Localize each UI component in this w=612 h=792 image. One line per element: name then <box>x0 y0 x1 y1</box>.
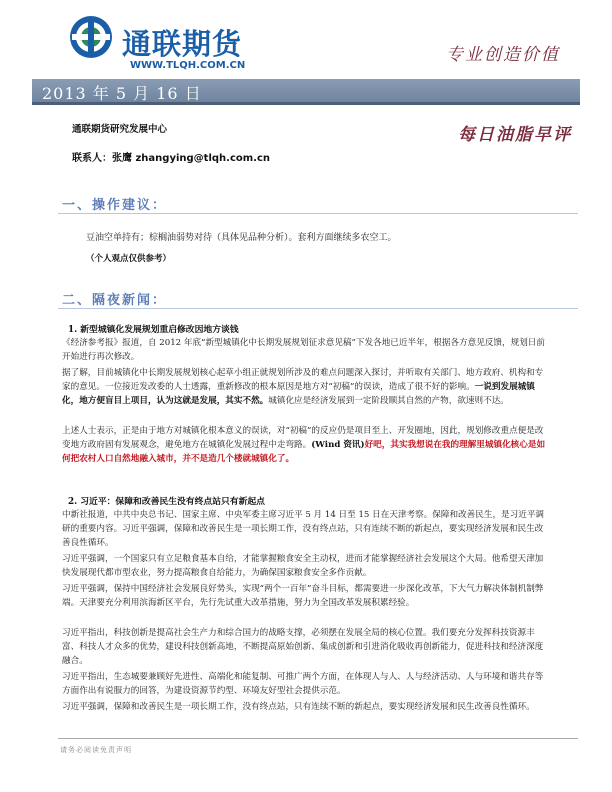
report-name: 每日油脂早评 <box>458 125 572 145</box>
section-title-advice: 一、操作建议： <box>62 198 168 213</box>
paragraph-text: 上述人士表示，正是由于地方对城镇化根本意义的误读，对“初稿”的反应仍是项目至上、开发圈地，因此，规划修改重点便是改变地方政府固有发展观念，避免地方在城镇化发展过程中走弯路。 <box>62 426 544 451</box>
contact: 联系人：张鹰 zhangying@tlqh.com.cn <box>72 153 271 164</box>
logo-url: WWW.TLQH.COM.CN <box>130 60 246 71</box>
paragraph-text: 据了解，目前城镇化中长期发展规划核心起草小组正就规划所涉及的难点问题深入探讨，并听取有关部门、地方政府、机构和专家的意见。一位接近发改委的人士透露，重新修改的根本原因是地方对“初稿”的误读，造成了很不好的影响。 <box>62 368 544 393</box>
section-title-news: 二、隔夜新闻： <box>62 293 168 308</box>
disclaimer-note: （个人观点仅供参考） <box>86 254 172 264</box>
divider <box>58 213 578 214</box>
news-heading-2: 2. 习近平：保障和改善民生没有终点站只有新起点 <box>68 497 265 507</box>
news-paragraph: 习近平强调，保障和改善民生是一项长期工作，没有终点站，只有连续不断的新起点，要实现经济发展和民生改善良性循环。 <box>62 702 535 712</box>
news-paragraph: 习近平指出，科技创新是提高社会生产力和综合国力的战略支撑，必须摆在发展全局的核心位置。我们要充分发挥科技资源丰富、科技人才众多的优势，建设科技创新高地，不断提高原始创新、集成创新和引进消化吸收再创新能力，促进科技和经济深度融合。 <box>62 628 544 667</box>
footer-disclaimer: 请务必阅读免责声明 <box>60 746 132 754</box>
paragraph-text: 城镇化应是经济发展到一定阶段顺其自然的产物，欲速则不达。 <box>268 396 509 407</box>
highlight-comment: 好吧，其实我想说在我的理解里城镇化核心是如何把农村人口自然地融入城市，并不是造几个楼就城镇化了。 <box>62 440 546 465</box>
department: 通联期货研究发展中心 <box>72 124 168 135</box>
logo-text: 通联期货 <box>122 27 243 61</box>
news-paragraph: 中新社报道，中共中央总书记、国家主席、中央军委主席习近平 5 月 14 日至 15 日在天津考察。保障和改善民生，是习近平调研的重要内容。习近平强调，保障和改善民生是一项长期工作，没有终点站，只有连续不断的新起点，要实现经济发展和民生改善良性循环。 <box>62 510 545 549</box>
date-bar <box>32 79 580 105</box>
footer-divider <box>58 738 578 739</box>
logo-mark-icon <box>68 14 114 60</box>
report-date: 2013 年 5 月 16 日 <box>42 84 202 103</box>
news-heading-1: 1. 新型城镇化发展规划重启修改因地方谈钱 <box>68 325 239 335</box>
bold-text: 一说到发展城镇化，地方便盲目上项目，认为这就是发展，其实不然。 <box>62 382 535 407</box>
advice-text: 豆油空单持有；棕榈油弱势对待（具体见品种分析）。套利方面继续多农空工。 <box>86 233 397 243</box>
divider <box>58 308 578 309</box>
news-paragraph: 《经济参考报》报道，自 2012 年底“新型城镇化中长期发展规划征求意见稿”下发各地已近半年，根据各方意见反馈，规划日前开始进行再次修改。 <box>62 338 545 363</box>
news-paragraph <box>62 424 548 466</box>
source-note: (Wind 资讯) <box>311 440 365 451</box>
news-paragraph <box>62 366 548 408</box>
news-paragraph: 习近平强调，一个国家只有立足粮食基本自给，才能掌握粮食安全主动权，进而才能掌握经济社会发展这个大局。他希望天津加快发展现代都市型农业，努力提高粮食自给能力，为确保国家粮食安全多作贡献。 <box>62 554 544 579</box>
news-paragraph: 习近平指出，生态城要兼顾好先进性、高端化和能复制、可推广两个方面，在体现人与人、人与经济活动、人与环境和谐共存等方面作出有说服力的回答，为建设资源节约型、环境友好型社会提供示范。 <box>62 672 544 697</box>
news-paragraph: 习近平强调，保持中国经济社会发展良好势头，实现“两个一百年”奋斗目标，都需要进一步深化改革，下大气力解决体制机制弊端。天津要充分利用滨海新区平台，先行先试重大改革措施，努力为全国改革发展积累经验。 <box>62 584 544 609</box>
slogan: 专业创造价值 <box>446 45 560 65</box>
